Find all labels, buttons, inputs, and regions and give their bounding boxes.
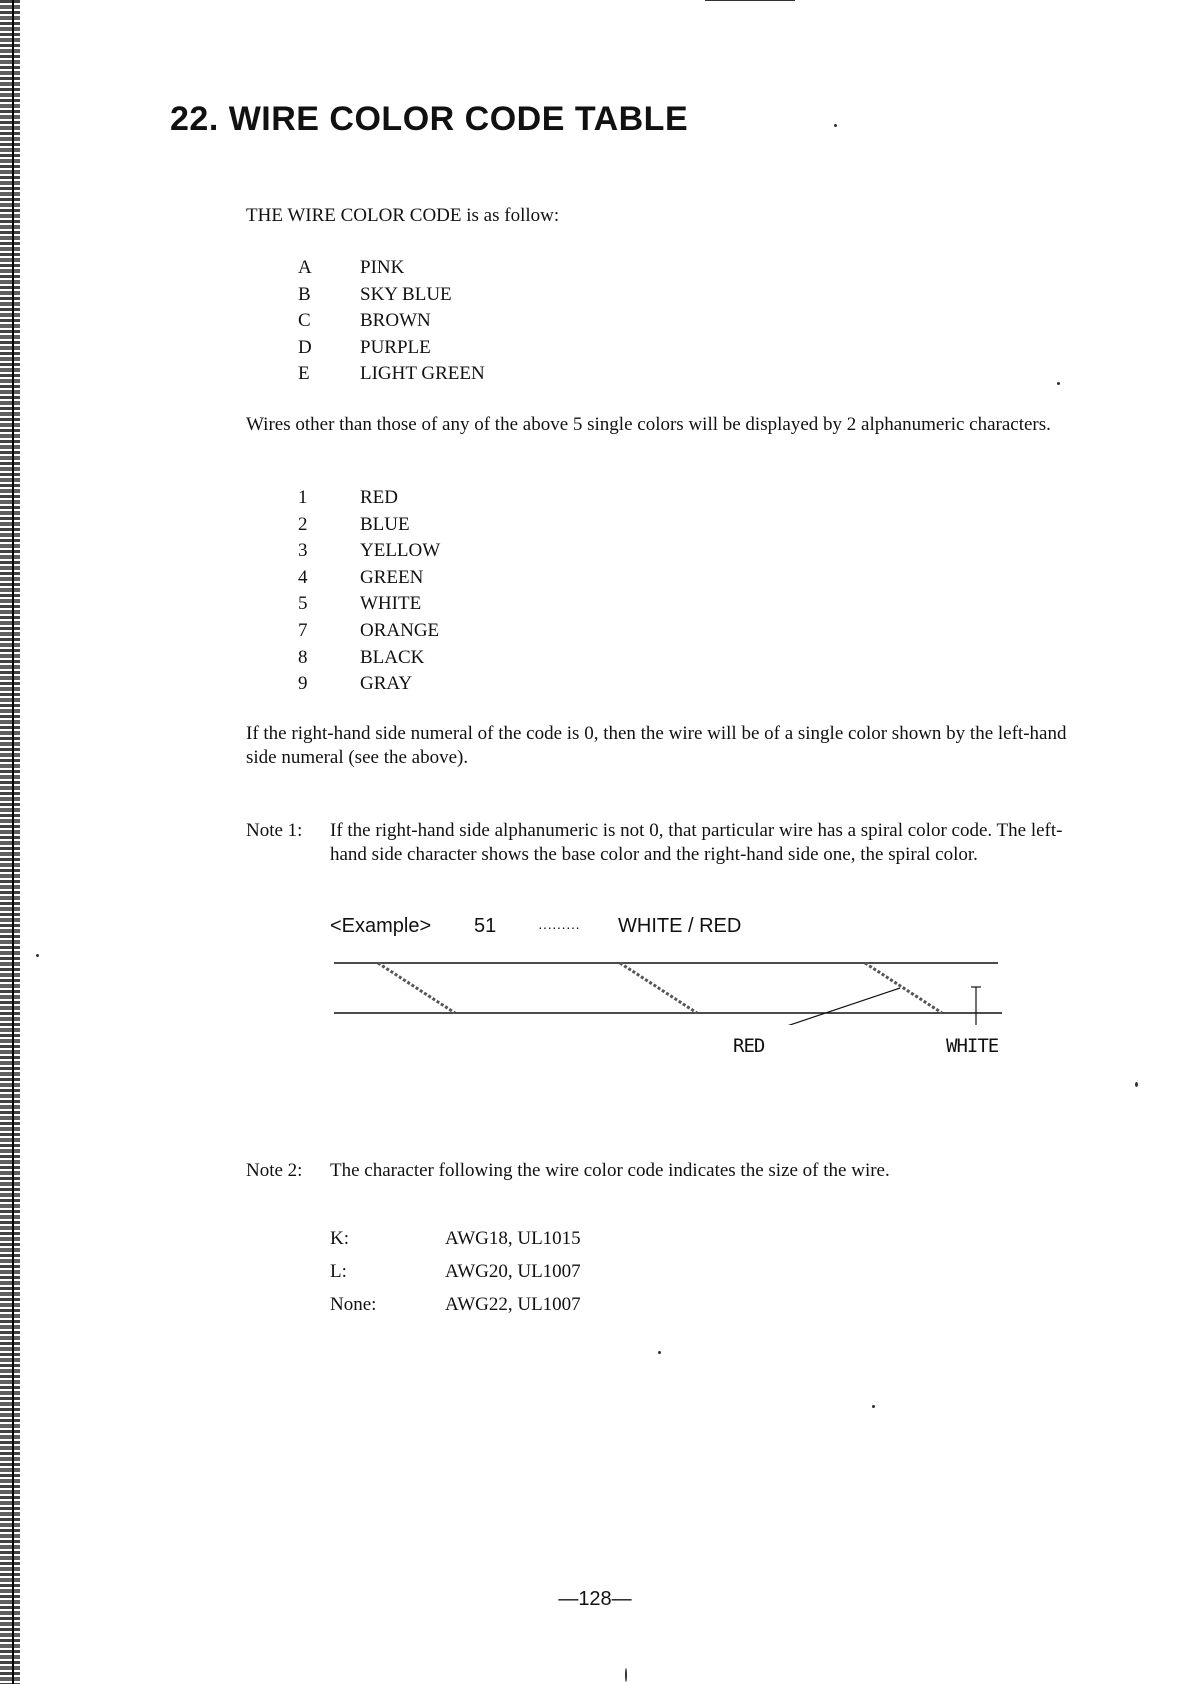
list-item [298, 591, 440, 618]
color-code: B [298, 283, 311, 305]
scan-binding-line [12, 0, 14, 1684]
scan-speck [872, 1405, 875, 1408]
list-item [298, 645, 440, 672]
list-item [298, 565, 440, 592]
color-name: GRAY [360, 673, 413, 695]
color-name: BROWN [360, 310, 431, 332]
list-item [298, 618, 440, 645]
list-item [298, 255, 485, 282]
note2-text: The character following the wire color code indicates the size of the wire. [330, 1160, 890, 1181]
wire-label-red: RED [733, 1035, 765, 1057]
list-item [330, 1222, 581, 1255]
list-item [298, 361, 485, 388]
scan-speck [834, 124, 837, 127]
wire-size-list [330, 1222, 581, 1321]
size-value: AWG20, UL1007 [445, 1261, 581, 1282]
color-name: YELLOW [360, 540, 441, 562]
two-character-text: Wires other than those of any of the above 5 single colors will be displayed by 2 alphanumeric characters. [246, 414, 1051, 435]
size-value: AWG18, UL1015 [445, 1228, 581, 1249]
color-code: 5 [298, 593, 308, 615]
color-name: WHITE [360, 593, 422, 615]
spiral-stripe [378, 963, 455, 1013]
color-name: BLUE [360, 513, 410, 535]
list-item [330, 1255, 581, 1288]
intro-text: THE WIRE COLOR CODE is as follow: [246, 205, 560, 226]
single-color-rule: If the right-hand side numeral of the code is 0, then the wire will be of a single color shown by the left-hand side numeral (see the above). [246, 723, 1067, 768]
page-title: 22. WIRE COLOR CODE TABLE [170, 100, 689, 138]
color-name: GREEN [360, 566, 424, 588]
size-key: L: [330, 1261, 347, 1282]
scan-top-line [705, 0, 795, 1]
color-name: BLACK [360, 646, 425, 668]
list-item [298, 671, 440, 698]
color-code: 1 [298, 487, 308, 508]
color-code: 2 [298, 513, 308, 535]
example-value: WHITE / RED [618, 915, 742, 937]
scan-speck [1057, 382, 1060, 385]
red-leader-line [775, 988, 900, 1025]
color-name: PINK [360, 257, 405, 278]
note1-label: Note 1: [246, 820, 303, 841]
note1-text: If the right-hand side alphanumeric is not 0, that particular wire has a spiral color code. The left-hand side character shows the base color and the right-hand side one, the spiral color. [330, 820, 1063, 865]
example-dots: ········· [538, 919, 580, 935]
size-value: AWG22, UL1007 [445, 1294, 581, 1315]
scan-speck [36, 954, 39, 957]
list-item [298, 512, 440, 539]
color-code: 7 [298, 619, 308, 641]
note2-label: Note 2: [246, 1160, 303, 1181]
wire-label-white: WHITE [946, 1035, 999, 1057]
color-name: RED [360, 487, 398, 508]
list-item [298, 308, 485, 335]
color-name: PURPLE [360, 336, 431, 358]
size-key: K: [330, 1228, 349, 1249]
list-item [330, 1288, 581, 1321]
example-code: 51 [474, 915, 497, 937]
color-code: 4 [298, 566, 308, 588]
color-name: SKY BLUE [360, 283, 452, 305]
color-code: A [298, 257, 312, 278]
color-code: E [298, 363, 310, 385]
numeric-color-list [298, 485, 440, 698]
page-number: —128— [558, 1588, 632, 1610]
list-item [298, 335, 485, 362]
list-item [298, 538, 440, 565]
color-code: C [298, 310, 311, 332]
spiral-stripe [620, 963, 697, 1013]
single-color-list [298, 255, 485, 388]
spiral-wire-diagram [330, 955, 1010, 1025]
color-code: D [298, 336, 312, 358]
spiral-stripe [865, 963, 942, 1013]
size-key: None: [330, 1294, 377, 1315]
color-code: 9 [298, 673, 308, 695]
color-name: ORANGE [360, 619, 440, 641]
scan-speck [625, 1668, 627, 1682]
scan-speck [658, 1351, 661, 1354]
scan-binding-edge [0, 0, 20, 1684]
color-code: 8 [298, 646, 308, 668]
example-label: <Example> [330, 915, 432, 937]
color-name: LIGHT GREEN [360, 363, 485, 385]
scan-speck [1135, 1082, 1138, 1087]
list-item [298, 485, 440, 512]
list-item [298, 282, 485, 309]
color-code: 3 [298, 540, 308, 562]
